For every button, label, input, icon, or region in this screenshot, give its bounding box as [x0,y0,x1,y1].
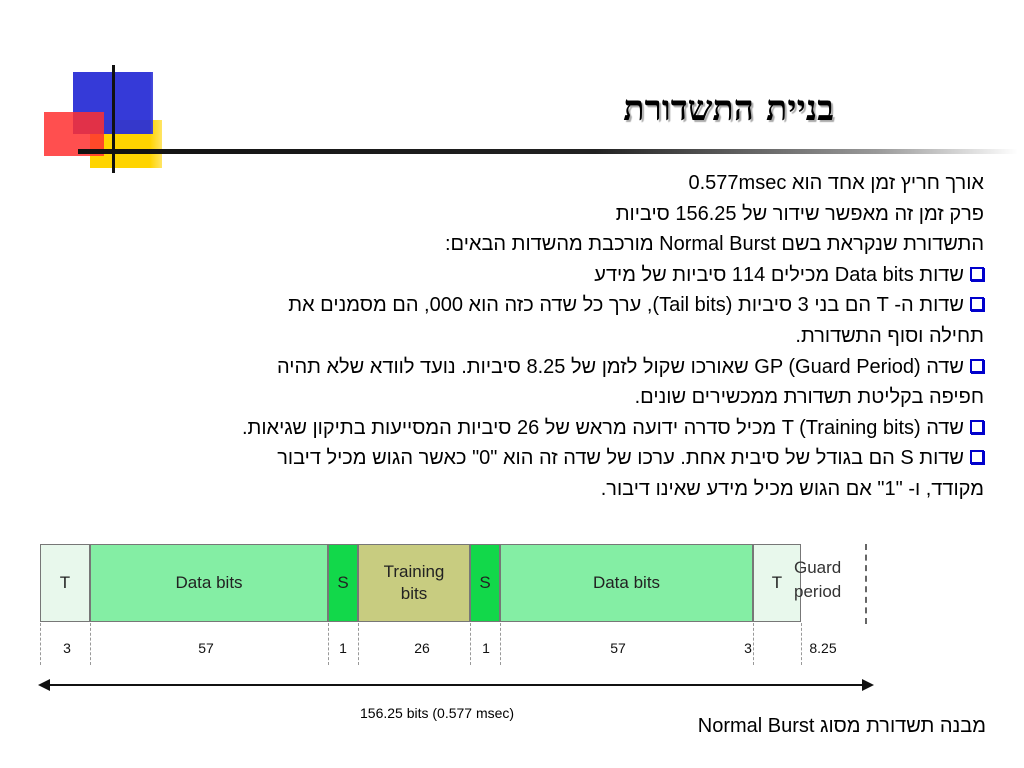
burst-segment [500,544,753,622]
burst-segment [328,544,358,622]
segment-bits: 1 [482,640,490,656]
segment-label: S [337,573,349,592]
text-line [50,168,984,199]
burst-segment [358,544,470,622]
text-line [50,321,984,352]
segment-boundary-tick [801,623,802,665]
bullet-item [50,352,984,383]
burst-segment [90,544,328,622]
segment-bits: 26 [414,640,430,656]
segment-boundary-tick [500,623,501,665]
total-length-label: 156.25 bits (0.577 msec) [360,705,515,721]
checkbox-bullet-icon [970,297,984,311]
line-text: שדה T (Training bits) מכיל סדרה ידועה מראש של 26 סיביות המסייעות בתיקון שגיאות. [241,416,964,439]
checkbox-bullet-icon [970,359,984,373]
guard-period-bits: 8.25 [809,640,837,656]
line-text: שדות ה- T הם בני 3 סיביות (Tail bits), ערך כל שדה כזה הוא 000, הם מסמנים את [288,294,964,317]
segment-boundary-tick [358,623,359,665]
text-line [50,382,984,413]
arrow-right-head [862,679,874,691]
line-text: חפיפה בקליטת תשדורת ממכשירים שונים. [634,386,984,409]
guard-period-boundary [865,544,867,624]
bullet-item [50,260,984,291]
segment-bits: 3 [63,640,71,656]
guard-period-label: Guard period [794,558,842,601]
segment-bits: 57 [198,640,214,656]
segment-label: Training bits [383,562,445,603]
segment-label: T [59,573,71,592]
segment-bits: 57 [610,640,626,656]
line-text: אורך חריץ זמן אחד הוא 0.577msec [688,172,984,194]
line-text: שדות Data bits מכילים 114 סיביות של מידע [594,263,964,286]
text-line [50,229,984,260]
line-text: שדה GP (Guard Period) שאורכו שקול לזמן של 8.25 סיביות. נועד לוודא שלא תהיה [276,355,964,378]
burst-segment [40,544,90,622]
line-text: תחילה וסוף התשדורת. [795,324,984,347]
segment-boundary-tick [470,623,471,665]
segment-boundary-tick [753,623,754,665]
segment-boundary-tick [40,623,41,665]
segment-bits: 1 [339,640,347,656]
text-line [50,474,984,505]
segment-boundary-tick [328,623,329,665]
text-line [50,199,984,230]
segment-label: Data bits [175,573,243,592]
bullet-item [50,290,984,321]
segment-label: Data bits [592,573,661,592]
line-text: התשדורת שנקראת בשם Normal Burst מורכבת מהשדות הבאים: [444,233,984,256]
line-text: מקודד, ו- "1" אם הגוש מכיל מידע שאינו דיבור. [600,477,984,500]
segment-label: S [479,573,491,592]
segment-boundary-tick [90,623,91,665]
checkbox-bullet-icon [970,420,984,434]
segment-label: T [771,573,783,592]
total-length-arrow [44,684,864,686]
bullet-item [50,443,984,474]
line-text: שדות S הם בגודל של סיבית אחת. ערכו של שדה זה הוא "0" כאשר הגוש מכיל דיבור [277,447,964,470]
body-text [50,168,984,505]
logo-vertical-line [112,65,115,173]
segment-bits: 3 [744,640,752,656]
line-text: פרק זמן זה מאפשר שידור של 156.25 סיביות [615,202,984,225]
slide-title: בניית התשדורת [623,88,834,129]
checkbox-bullet-icon [970,267,984,281]
checkbox-bullet-icon [970,450,984,464]
diagram-caption: מבנה תשדורת מסוג Normal Burst [697,715,986,737]
burst-segment [470,544,500,622]
title-underline [78,149,1018,154]
bullet-item [50,413,984,444]
